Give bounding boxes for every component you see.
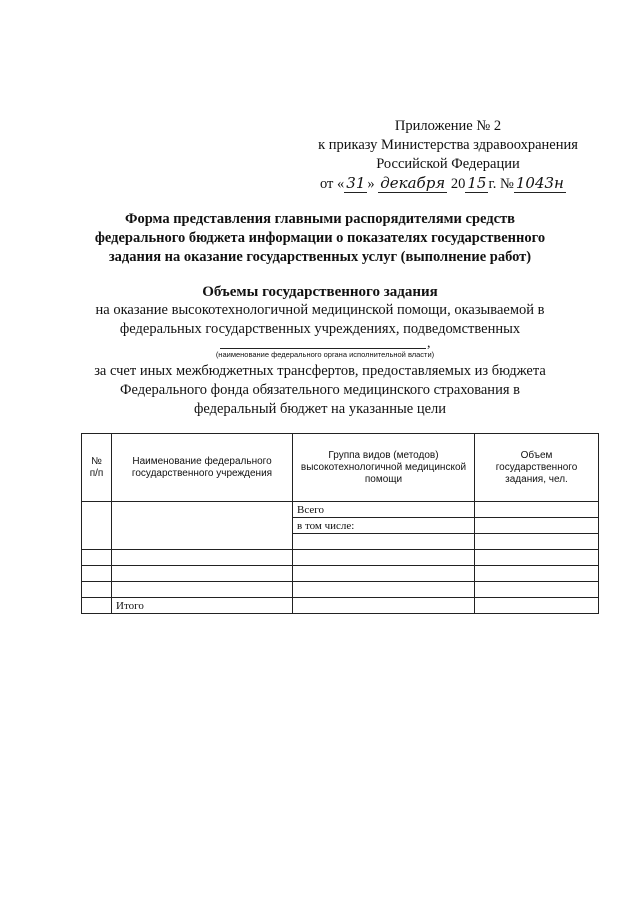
form-title-line-2: федерального бюджета информации о показателях государственного [94, 230, 546, 246]
cell-including-label: в том числе: [293, 518, 475, 534]
authority-caption: (наименование федерального органа исполнительной власти) [215, 350, 435, 359]
table-row [82, 598, 599, 614]
cell-empty [82, 550, 112, 566]
cell-empty [112, 550, 293, 566]
date-prefix: от « [320, 176, 345, 192]
cell-including-value [475, 518, 599, 534]
cell-total-label: Всего [293, 502, 475, 518]
appendix-order-ref: к приказу Министерства здравоохранения [318, 137, 578, 153]
authority-comma: , [427, 336, 431, 351]
appendix-number: Приложение № 2 [394, 118, 502, 134]
volume-table [81, 433, 599, 614]
cell-grand-total-label: Итого [112, 598, 293, 614]
table-header-row [82, 434, 599, 502]
funding-line-2: Федерального фонда обязательного медицинского страхования в [120, 382, 520, 398]
appendix-date-line [320, 174, 588, 194]
cell-empty [82, 566, 112, 582]
cell-empty [112, 566, 293, 582]
section-subtitle-line-2: федеральных государственных учреждениях, подведомственных [119, 321, 521, 337]
header-care-group: Группа видов (методов) высокотехнологичной медицинской помощи [293, 434, 475, 502]
handwritten-day: 31 [346, 174, 366, 192]
handwritten-year: 15 [467, 174, 487, 192]
table-row [82, 502, 599, 518]
section-subtitle [60, 301, 580, 339]
cell-empty [82, 598, 112, 614]
table-row [82, 550, 599, 566]
form-title-line-3: задания на оказание государственных услуг (выполнение работ) [108, 249, 532, 265]
cell-empty [293, 598, 475, 614]
appendix-country: Российской Федерации [376, 156, 520, 172]
cell-empty [293, 582, 475, 598]
cell-empty [475, 550, 599, 566]
header-institution-name: Наименование федерального государственного учреждения [112, 434, 293, 502]
cell-empty [112, 582, 293, 598]
table-row [82, 566, 599, 582]
form-title [70, 210, 570, 267]
table-row [82, 582, 599, 598]
section-funding-text [60, 362, 580, 419]
cell-total-value [475, 502, 599, 518]
cell-empty [475, 534, 599, 550]
header-num: № п/п [82, 434, 112, 502]
section-subtitle-line-1: на оказание высокотехнологичной медицинской помощи, оказываемой в [95, 302, 545, 318]
handwritten-order-number: 1043н [515, 174, 564, 192]
cell-num-merged [82, 502, 112, 550]
cell-empty [293, 566, 475, 582]
cell-empty [475, 582, 599, 598]
section-title: Объемы государственного задания [202, 284, 438, 300]
cell-empty [293, 534, 475, 550]
authority-blank-line [220, 347, 426, 349]
handwritten-month: декабря [380, 174, 446, 192]
cell-empty [82, 582, 112, 598]
cell-empty [293, 550, 475, 566]
form-title-line-1: Форма представления главными распорядителями средств [125, 211, 515, 227]
cell-name-merged [112, 502, 293, 550]
year-prefix: 20 [450, 176, 466, 192]
cell-empty [475, 598, 599, 614]
date-day-close: » [367, 176, 375, 192]
header-volume: Объем государственного задания, чел. [475, 434, 599, 502]
appendix-block [308, 117, 588, 194]
funding-line-1: за счет иных межбюджетных трансфертов, предоставляемых из бюджета [94, 363, 546, 379]
funding-line-3: федеральный бюджет на указанные цели [193, 401, 447, 417]
cell-empty [475, 566, 599, 582]
number-prefix: г. № [488, 176, 514, 192]
